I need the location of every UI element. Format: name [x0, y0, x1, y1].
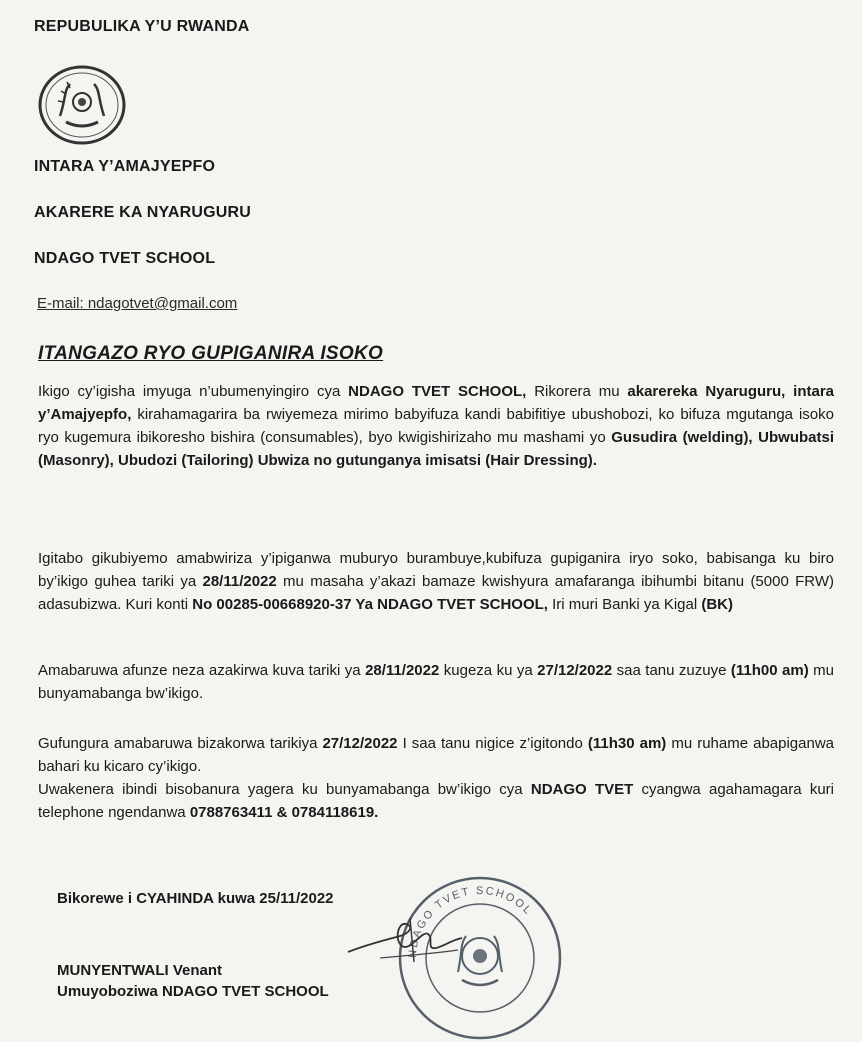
text-span: Ikigo cy’igisha imyuga n’ubumenyingiro cya [38, 383, 349, 400]
national-emblem-icon [36, 64, 128, 146]
text-span: Iri muri Banki ya Kigal [547, 596, 702, 613]
paragraph-tender-document [38, 547, 834, 616]
text-span: mu masaha y’akazi bamaze kwishyura amafaranga ibihumbi bitanu (5000 FRW) adasubizwa. Kuri konti [38, 573, 834, 613]
text-span: cyangwa agahamagara kuri telephone ngendanwa [38, 781, 834, 821]
school-name-bold: NDAGO TVET SCHOOL, [348, 383, 527, 400]
date-bold: 27/12/2022 [322, 735, 398, 752]
signer-title: Umuyoboziwa NDAGO TVET SCHOOL [57, 983, 329, 1000]
district-heading: AKARERE KA NYARUGURU [34, 204, 252, 221]
text-span: I saa tanu nigice z’igitondo [397, 735, 588, 752]
signing-place-date: Bikorewe i CYAHINDA kuwa 25/11/2022 [57, 890, 334, 907]
school-heading: NDAGO TVET SCHOOL [34, 250, 216, 267]
departments-bold: Gusudira (welding), Ubwubatsi (Masonry), Ubudozi (Tailoring) Ubwiza no gutunganya imisatsi (Hair Dressing). [38, 429, 834, 469]
stamp-ring-text: NDAGO TVET SCHOOL [406, 884, 535, 959]
signer-name: MUNYENTWALI Venant [57, 962, 223, 979]
country-heading: REPUBULIKA Y’U RWANDA [34, 18, 250, 35]
phone-numbers-bold: 0788763411 & 0784118619. [189, 804, 379, 821]
time-bold: (11h00 am) [730, 662, 809, 679]
date-bold: 28/11/2022 [202, 573, 277, 590]
text-span: Amabaruwa afunze neza azakirwa kuva tariki ya [38, 662, 366, 679]
time-bold: (11h30 am) [587, 735, 667, 752]
location-bold: akarereka Nyaruguru, intara y’Amajyepfo, [38, 383, 835, 423]
document-title: ITANGAZO RYO GUPIGANIRA ISOKO [38, 343, 384, 364]
text-span: mu bunyamabanga bw’ikigo. [38, 662, 834, 702]
text-span: kugeza ku ya [439, 662, 538, 679]
text-span: mu ruhame abapiganwa bahari ku kicaro cy’ikigo. [38, 735, 835, 775]
text-span: saa tanu zuzuye [612, 662, 731, 679]
text-span: Rikorera mu [526, 383, 628, 400]
paragraph-invitation [38, 380, 834, 472]
province-heading: INTARA Y’AMAJYEPFO [34, 158, 216, 175]
text-span: Igitabo gikubiyemo amabwiriza y’ipiganwa muburyo burambuye,kubifuza gupiganira iryo soko, babisanga ku biro by’ikigo guhea tariki ya [38, 550, 834, 590]
account-number-bold: No 00285-00668920-37 Ya NDAGO TVET SCHOOL, [192, 596, 548, 613]
text-span: kirahamagarira ba rwiyemeza mirimo babyifuza kandi babifitiye ubushobozi, ko bifuza mgutanga isoko ryo kugemura ibikoresho bishira (consumables), byo kwigishirizaho mu mashami yo [38, 406, 834, 446]
handwritten-signature-icon [340, 900, 470, 980]
text-span: Uwakenera ibindi bisobanura yagera ku bunyamabanga bw’ikigo cya [38, 781, 531, 798]
bank-bold: (BK) [701, 596, 734, 613]
paragraph-submission [38, 659, 834, 705]
date-bold: 28/11/2022 [365, 662, 440, 679]
email-address: E-mail: ndagotvet@gmail.com [37, 295, 238, 312]
date-bold: 27/12/2022 [537, 662, 613, 679]
school-name-bold: NDAGO TVET [530, 781, 634, 798]
text-span: Gufungura amabaruwa bizakorwa tarikiya [38, 735, 323, 752]
paragraph-opening [38, 732, 834, 824]
